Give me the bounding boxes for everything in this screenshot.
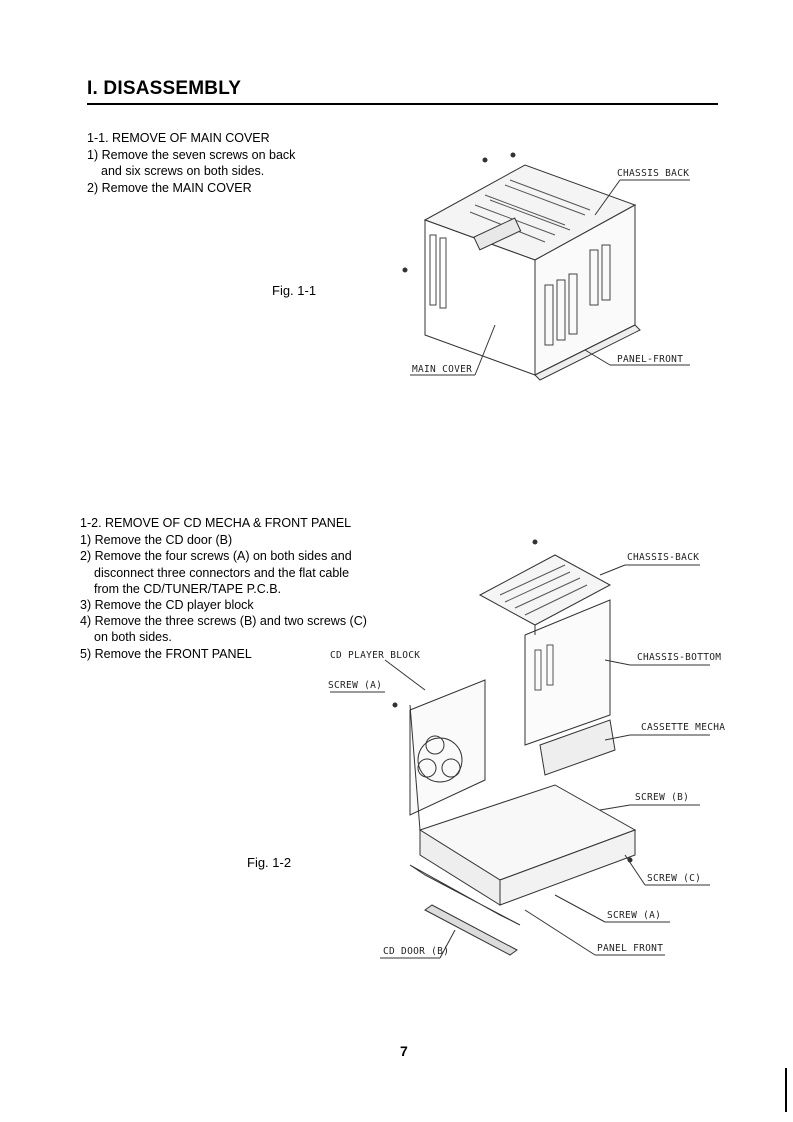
step-item-continuation: from the CD/TUNER/TAPE P.C.B. <box>94 581 282 596</box>
exploded-view-drawing <box>325 530 726 970</box>
page-heading: I. DISASSEMBLY <box>87 78 242 99</box>
figure-main-cover-diagram <box>395 150 705 385</box>
callout-panel-front: PANEL-FRONT <box>617 354 684 365</box>
step-item-continuation: and six screws on both sides. <box>101 164 265 179</box>
step-item: 1) Remove the seven screws on back <box>87 148 296 163</box>
callout-screw-a-bottom: SCREW (A) <box>607 910 662 921</box>
step-item: 5) Remove the FRONT PANEL <box>80 646 252 661</box>
callout-cd-player-block: CD PLAYER BLOCK <box>330 650 421 661</box>
step-list <box>80 532 367 662</box>
callout-panel-front: PANEL FRONT <box>597 943 664 954</box>
edge-mark <box>785 1068 787 1112</box>
callout-chassis-bottom: CHASSIS-BOTTOM <box>637 652 722 663</box>
heading-rule <box>87 103 718 105</box>
callout-screw-b: SCREW (B) <box>635 792 690 803</box>
section-title: 1-2. REMOVE OF CD MECHA & FRONT PANEL <box>80 516 352 530</box>
callout-screw-a-top: SCREW (A) <box>328 680 383 691</box>
step-item: 2) Remove the MAIN COVER <box>87 180 252 195</box>
callout-cd-door: CD DOOR (B) <box>383 946 450 957</box>
step-item-continuation: disconnect three connectors and the flat cable <box>94 565 350 580</box>
main-cover-drawing <box>395 150 705 385</box>
page-number: 7 <box>400 1043 408 1059</box>
callout-chassis-back: CHASSIS-BACK <box>627 552 700 563</box>
section-main-cover <box>87 130 295 196</box>
figure-label: Fig. 1-1 <box>272 283 317 298</box>
callout-chassis-back: CHASSIS BACK <box>617 168 690 179</box>
step-item: 2) Remove the four screws (A) on both sides and <box>80 549 352 564</box>
callout-screw-c: SCREW (C) <box>647 873 702 884</box>
figure-cd-mecha-diagram <box>325 530 726 970</box>
step-item-continuation: on both sides. <box>94 630 172 645</box>
step-list <box>87 147 295 196</box>
step-item: 4) Remove the three screws (B) and two screws (C) <box>80 614 367 629</box>
callout-main-cover: MAIN COVER <box>412 364 473 375</box>
section-title: 1-1. REMOVE OF MAIN COVER <box>87 131 270 145</box>
section-cd-mecha <box>80 515 367 662</box>
figure-label: Fig. 1-2 <box>247 855 292 870</box>
callout-cassette-mecha: CASSETTE MECHA <box>641 722 726 733</box>
step-item: 3) Remove the CD player block <box>80 598 254 613</box>
step-item: 1) Remove the CD door (B) <box>80 533 233 548</box>
